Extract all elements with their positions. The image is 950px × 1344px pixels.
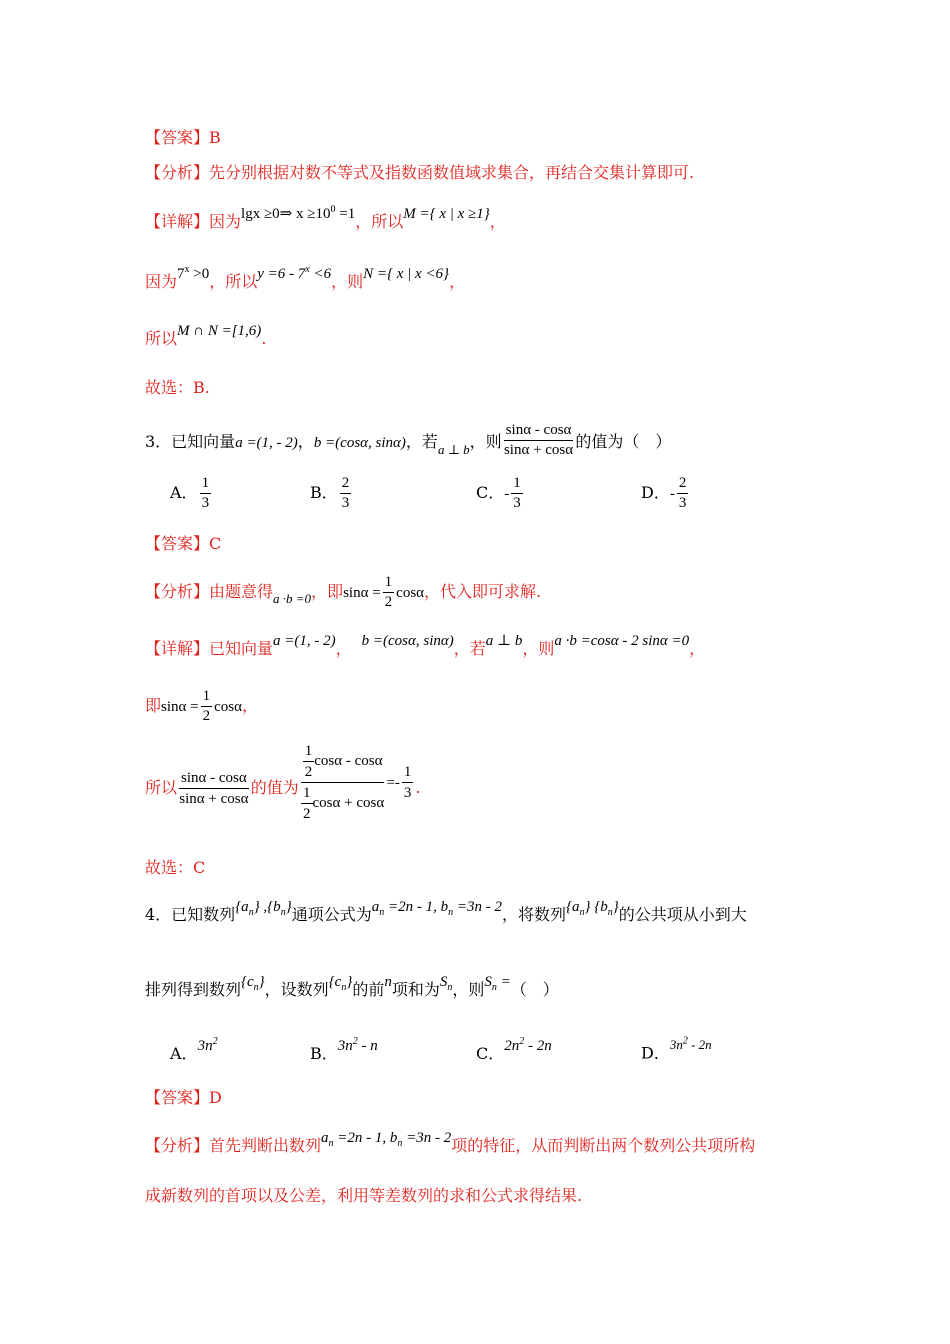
option-expr: $3n^2$ - n <box>337 1036 378 1054</box>
math-seq-ab: $\{a_n\}$ $,\{b_n\}$ <box>235 899 292 918</box>
option-label: B． <box>310 483 338 502</box>
q4-answer-line <box>145 1087 810 1109</box>
analysis-tag: 【分析】 <box>145 582 210 601</box>
math-text: lgx ≥0⇒ x ≥10 <box>241 206 331 222</box>
math-seq-c: $\{c_n\}$ <box>241 974 265 993</box>
option-label: A． <box>170 1044 198 1063</box>
text: 即 <box>145 696 162 715</box>
fraction-numerator: sinα - cosα <box>179 768 249 789</box>
math-compound-fraction <box>301 741 385 824</box>
q4-stem-line-2 <box>145 974 810 1008</box>
math-dot-zero: a ·b =0 <box>273 591 312 606</box>
math-text: 7 <box>177 266 185 282</box>
fraction-denominator: sinα + cosα <box>179 791 249 807</box>
q3-detail-line-3 <box>145 743 810 830</box>
text: . <box>261 329 267 348</box>
text: ，则 <box>522 639 555 658</box>
fraction-denominator: 3 <box>678 495 687 511</box>
math-text: sinα = <box>161 699 199 715</box>
q4-analysis-line-1 <box>145 1130 810 1164</box>
analysis-tag: 【分析】 <box>145 163 210 182</box>
math-text: =1 <box>335 206 356 222</box>
text: 的值为（ ） <box>575 432 672 451</box>
math-exp-pos <box>177 266 209 282</box>
q3-answer-line <box>145 533 810 555</box>
math-n: n <box>384 974 392 990</box>
text: 通项公式为 <box>291 905 372 924</box>
math-text: 3n <box>197 1038 213 1054</box>
math-text: - 2n <box>524 1038 552 1054</box>
math-fraction <box>504 421 574 460</box>
q4-stem-line-1 <box>145 899 810 933</box>
fraction-numerator: 1 <box>201 687 213 707</box>
math-text: 3n <box>669 1037 683 1053</box>
answer-value: B <box>209 128 221 147</box>
compound-denominator <box>301 783 385 824</box>
math-vec-b: b =(cosα, sinα) <box>361 633 454 649</box>
math-result <box>402 762 414 803</box>
math-half <box>383 573 395 612</box>
option-expr: 3n2 - 2n <box>669 1036 712 1053</box>
q4-analysis-line-2: 成新数列的首项以及公差，利用等差数列的求和公式求得结果. <box>145 1186 583 1205</box>
text: ，所以 <box>355 212 404 231</box>
fraction-numerator: 1 <box>301 783 313 804</box>
fraction-denominator: 3 <box>403 785 412 801</box>
q2-detail-line-2 <box>145 264 810 294</box>
math-intersection: M ∩ N =[1,6) <box>177 323 262 339</box>
math-log-ineq <box>241 206 355 222</box>
math-set-n: N ={ x | x <6} <box>363 266 450 282</box>
text: 已知向量 <box>209 639 274 658</box>
text: 的值为 <box>250 778 299 797</box>
answer-value: D <box>209 1088 222 1107</box>
option-fraction <box>677 474 689 513</box>
math-seq-c: $\{c_n\}$ <box>328 974 353 993</box>
option-label: D． <box>641 483 670 502</box>
math-vec-b: b =(cosα, sinα) <box>313 435 406 451</box>
math-sup: 0 <box>330 204 336 215</box>
text: ，则 <box>452 980 485 999</box>
fraction-numerator: 1 <box>383 573 395 593</box>
text: 因为 <box>145 272 178 291</box>
math-text: sinα = <box>343 585 381 601</box>
fraction-numerator: sinα - cosα <box>504 421 574 441</box>
option-fraction <box>511 474 523 513</box>
analysis-text: 先分别根据对数不等式及指数函数值域求集合，再结合交集计算即可. <box>209 163 695 182</box>
text: ，所以 <box>209 272 258 291</box>
fraction-numerator: 2 <box>677 474 689 494</box>
q4-option-c[interactable] <box>476 1036 552 1066</box>
option-sign: - <box>504 486 510 502</box>
text: ，即 <box>311 582 344 601</box>
fraction-numerator: 1 <box>303 741 315 762</box>
text: ， <box>297 432 314 451</box>
option-sign: - <box>669 486 675 502</box>
fraction-numerator: 2 <box>340 474 352 494</box>
q2-detail-line-1 <box>145 204 810 234</box>
text: 所以 <box>145 778 178 797</box>
math-sup: x <box>305 264 310 275</box>
option-fraction <box>340 474 352 513</box>
math-text: cosα <box>214 699 242 715</box>
text: 的公共项从小到大 <box>618 905 747 924</box>
text: 项的特征，从而判断出两个数列公共项所构 <box>451 1136 756 1155</box>
q4-option-d[interactable] <box>641 1036 712 1065</box>
math-y-range <box>257 266 331 282</box>
math-half <box>201 687 213 726</box>
math-half <box>303 741 315 782</box>
fraction-denominator: 2 <box>304 764 313 780</box>
math-set-m: M ={ x | x ≥1} <box>403 206 490 222</box>
answer-tag: 【答案】 <box>145 534 210 553</box>
math-formula: $a_n =2n - 1$, $b_n =3n - 2$ <box>371 899 502 918</box>
option-fraction <box>200 474 212 513</box>
text: ， <box>689 639 706 658</box>
option-expr: $3n^2$ <box>197 1036 218 1054</box>
text: 排列得到数列 <box>145 980 242 999</box>
fraction-numerator: 1 <box>402 762 414 783</box>
q4-option-b[interactable] <box>310 1036 378 1066</box>
math-fraction <box>179 768 249 809</box>
math-text: <6 <box>309 266 332 282</box>
text: . <box>415 778 421 797</box>
fraction-denominator: 2 <box>202 708 211 724</box>
option-label: C． <box>476 483 505 502</box>
analysis-tag: 【分析】 <box>145 1136 210 1155</box>
detail-tag: 【详解】 <box>145 639 210 658</box>
answer-tag: 【答案】 <box>145 1088 210 1107</box>
math-text: - n <box>357 1038 378 1054</box>
option-expr: $2n^2 - 2n$ <box>504 1036 552 1054</box>
math-vec-a: a =(1, - 2) <box>273 633 336 649</box>
text: ，则 <box>331 272 364 291</box>
fraction-denominator: 2 <box>384 594 393 610</box>
text: ，代入即可求解. <box>424 582 542 601</box>
math-formula: $a_n =2n - 1$, $b_n =3n - 2$ <box>321 1130 452 1149</box>
text: 3．已知向量 <box>145 432 236 451</box>
q3-option-c[interactable] <box>476 474 525 513</box>
math-text: 3n <box>337 1038 353 1054</box>
fraction-denominator: sinα + cosα <box>503 442 574 458</box>
fraction-denominator: 2 <box>303 806 311 822</box>
math-text: cosα - cosα <box>314 752 383 769</box>
text: 4．已知数列 <box>145 905 236 924</box>
math-half <box>301 783 313 824</box>
fraction-denominator: 3 <box>201 495 210 511</box>
q3-detail-line-2 <box>145 684 810 728</box>
math-sn-eq: $S_n$ = <box>484 974 511 993</box>
compound-numerator <box>301 741 385 783</box>
text: （ ） <box>510 980 559 999</box>
text: ， <box>449 272 466 291</box>
math-text: - 2n <box>687 1037 712 1053</box>
q3-choose: 故选：C <box>145 858 206 877</box>
option-label: B． <box>310 1044 338 1063</box>
q3-option-d[interactable] <box>641 474 690 513</box>
math-text: cosα <box>396 585 425 601</box>
q3-analysis-line <box>145 570 810 614</box>
text: ，若 <box>453 639 486 658</box>
fraction-numerator: 1 <box>511 474 523 494</box>
answer-tag: 【答案】 <box>145 128 210 147</box>
math-dot-product: a ·b =cosα - 2 sinα =0 <box>554 633 690 649</box>
text: 项和为 <box>391 980 440 999</box>
option-label: C． <box>476 1044 505 1063</box>
q2-detail-line-3 <box>145 323 810 351</box>
text: ， <box>489 212 506 231</box>
q4-option-a[interactable] <box>170 1036 218 1066</box>
math-perp: a ⊥ b <box>485 633 523 649</box>
q3-option-a[interactable] <box>170 474 213 513</box>
fraction-denominator: 3 <box>341 495 350 511</box>
text: ，若 <box>405 432 438 451</box>
math-text: =- <box>386 775 400 791</box>
text: ， <box>241 696 258 715</box>
math-seq-ab: $\{a_n\}$ $\{b_n\}$ <box>565 899 619 918</box>
text: ，将数列 <box>501 905 566 924</box>
q3-stem <box>145 423 810 462</box>
q2-choose: 故选：B. <box>145 378 210 397</box>
math-vec-a: a =(1, - 2) <box>235 435 298 451</box>
answer-value: C <box>209 534 222 553</box>
fraction-numerator: 1 <box>200 474 212 494</box>
text: ，设数列 <box>264 980 329 999</box>
math-text: 2n <box>504 1038 520 1054</box>
text: 因为 <box>209 212 242 231</box>
math-text: y =6 - 7 <box>257 266 306 282</box>
fraction-denominator: 3 <box>513 495 521 511</box>
q3-detail-line-1 <box>145 633 810 661</box>
q2-answer-line <box>145 127 810 149</box>
math-sup: x <box>184 264 190 275</box>
math-sn: $S_n$ <box>439 974 453 993</box>
detail-tag: 【详解】 <box>145 212 210 231</box>
text: 所以 <box>145 329 178 348</box>
math-text: >0 <box>189 266 210 282</box>
text: 的前 <box>352 980 385 999</box>
text: 首先判断出数列 <box>209 1136 322 1155</box>
q3-option-b[interactable] <box>310 474 353 513</box>
option-label: A． <box>170 483 198 502</box>
text: ， <box>335 639 352 658</box>
q2-analysis-line <box>145 162 810 184</box>
math-perp: a ⊥ b <box>437 442 470 457</box>
text: 由题意得 <box>209 582 274 601</box>
option-label: D． <box>641 1043 670 1063</box>
math-text: cosα + cosα <box>312 794 385 811</box>
text: ，则 <box>469 432 502 451</box>
